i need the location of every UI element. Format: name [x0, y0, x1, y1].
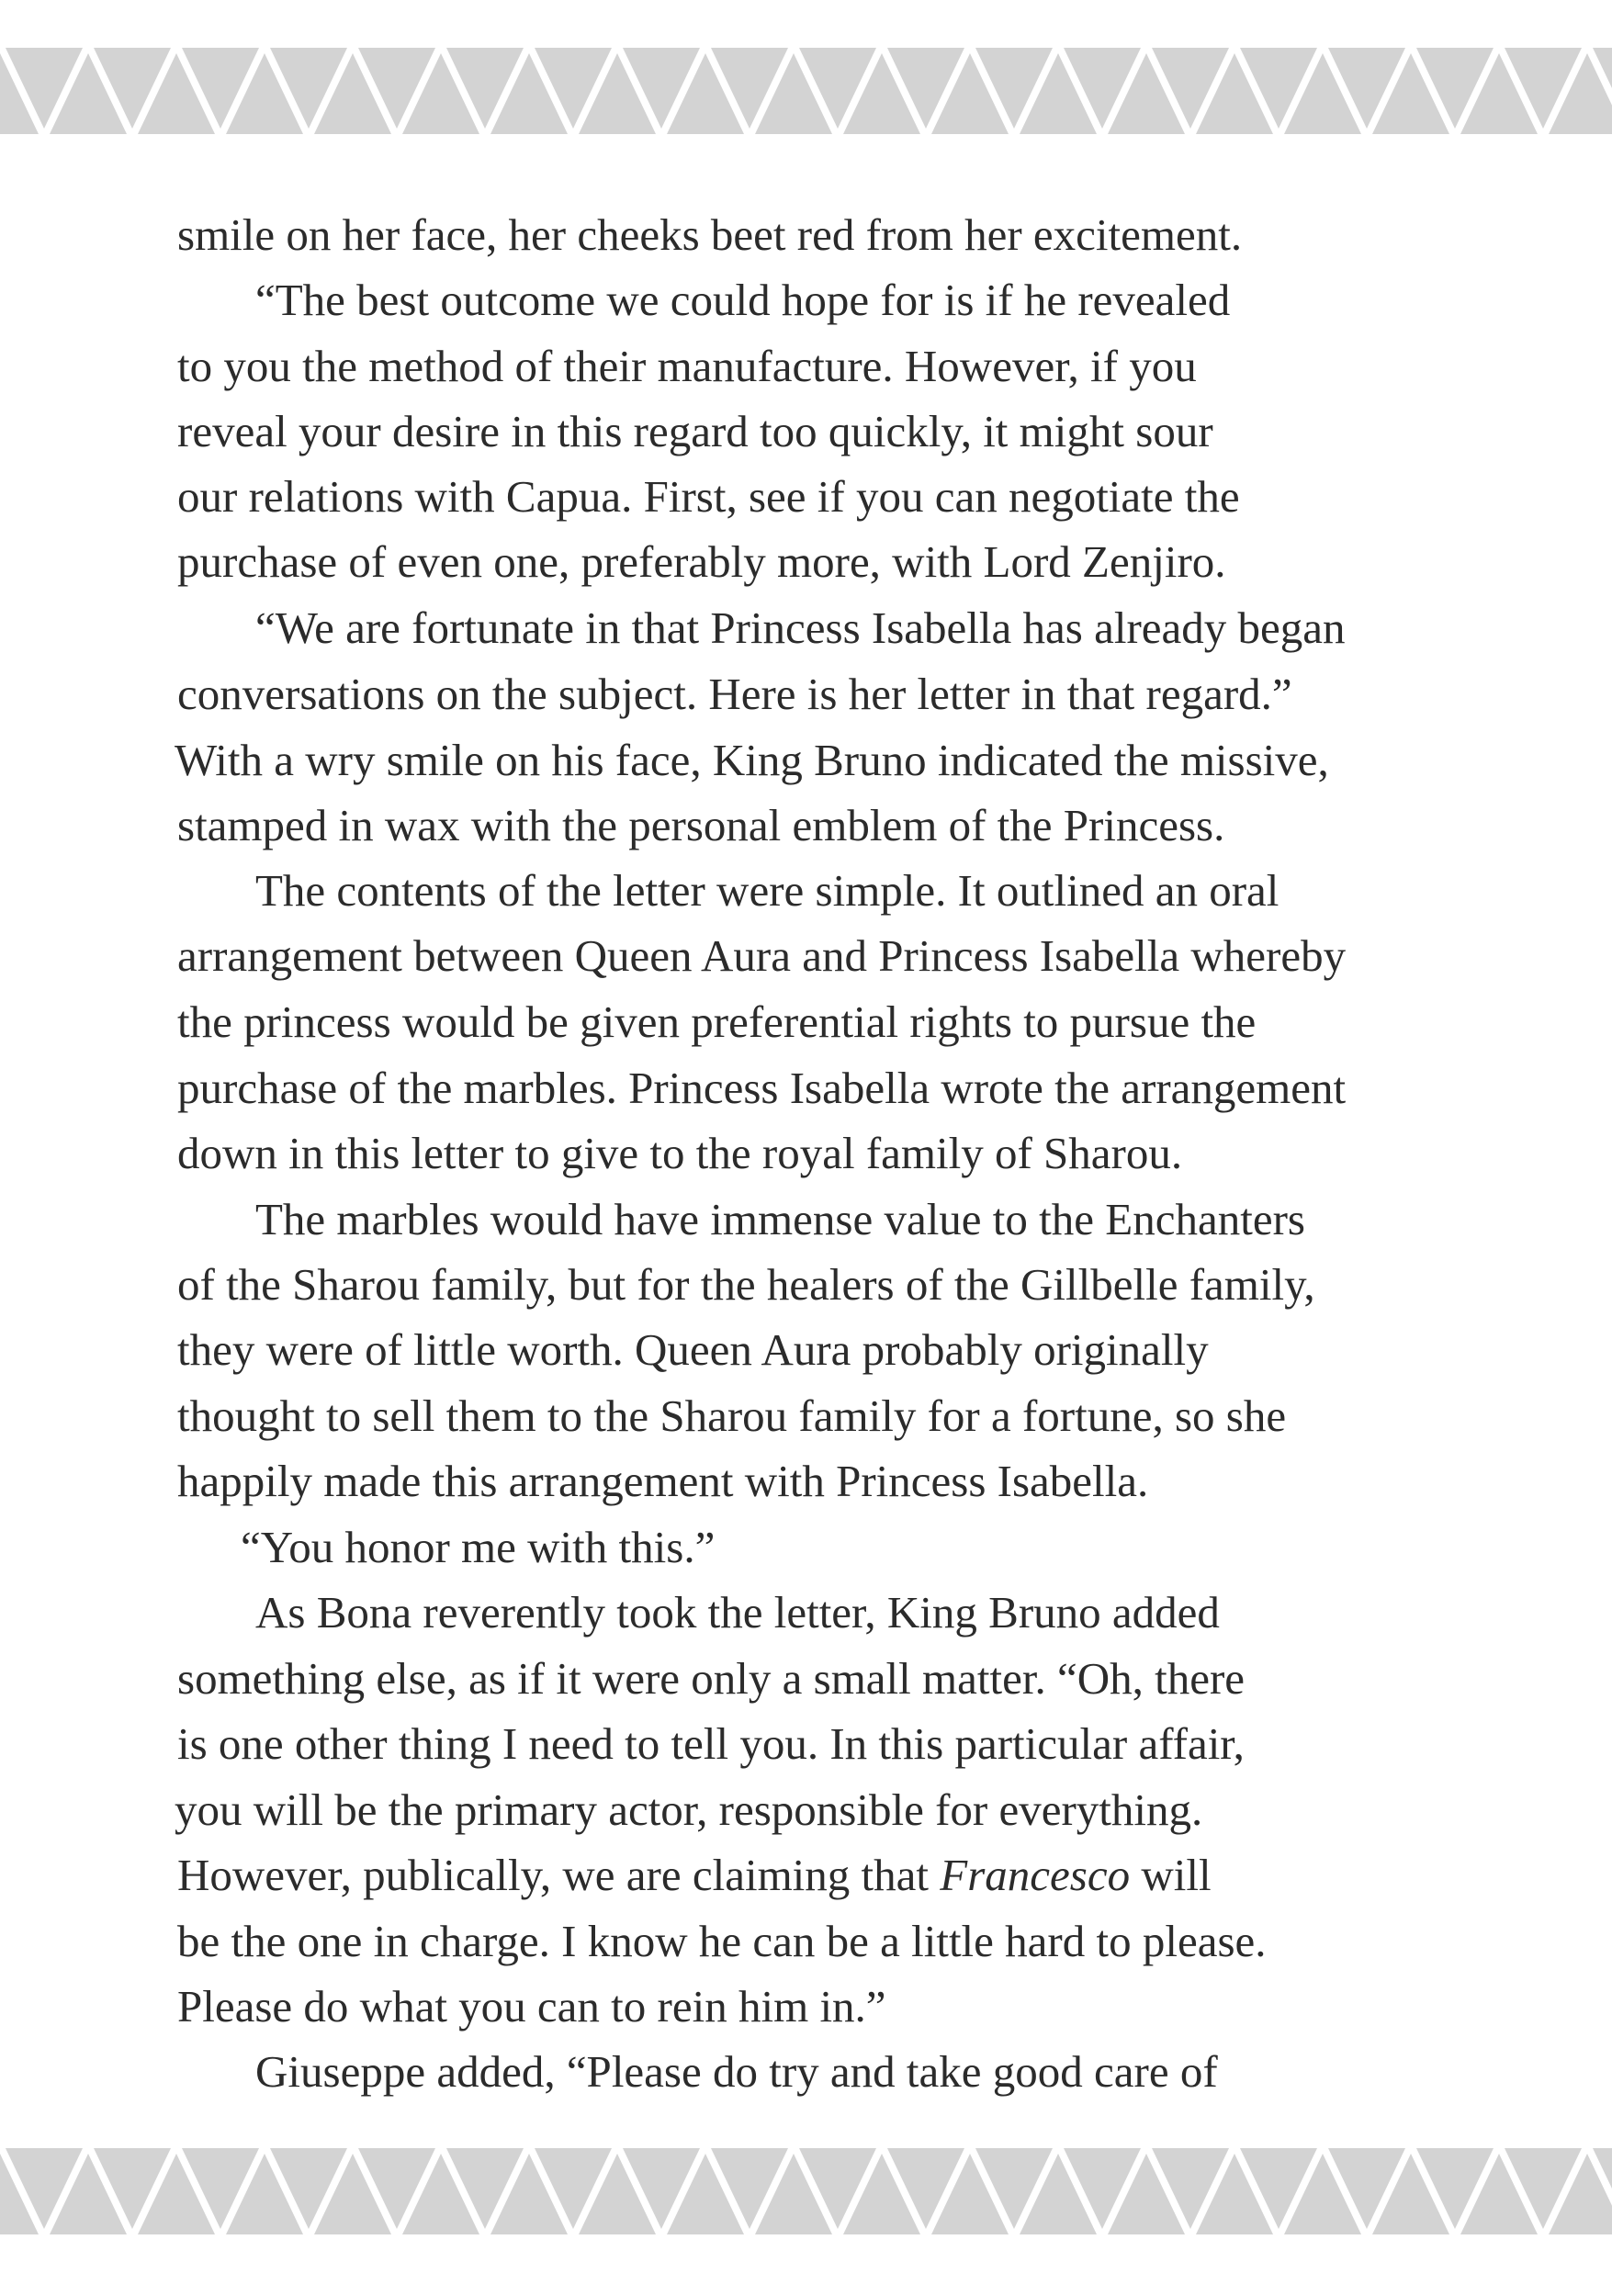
text-line: The contents of the letter were simple. It outlined an oral	[255, 865, 1279, 916]
text-line: Please do what you can to rein him in.”	[177, 1981, 886, 2032]
text-line: you will be the primary actor, responsible for everything.	[175, 1784, 1203, 1835]
text-line: stamped in wax with the personal emblem of the Princess.	[177, 800, 1225, 850]
text-line: is one other thing I need to tell you. In this particular affair,	[177, 1718, 1245, 1769]
text-line: they were of little worth. Queen Aura probably originally	[177, 1324, 1209, 1375]
text-line-with-italic	[177, 1850, 1212, 1900]
text-line: thought to sell them to the Sharou family for a fortune, so she	[177, 1390, 1287, 1441]
text-line: With a wry smile on his face, King Bruno indicated the missive,	[175, 735, 1329, 785]
text-segment: However, publically, we are claiming that	[177, 1850, 941, 1900]
text-segment: will	[1130, 1850, 1212, 1900]
italic-name-francesco: Francesco	[940, 1850, 1131, 1900]
text-line: “The best outcome we could hope for is if he revealed	[255, 275, 1231, 325]
triangle-pattern-bottom	[0, 2148, 1612, 2234]
text-line: down in this letter to give to the royal family of Sharou.	[177, 1128, 1183, 1178]
triangle-pattern-top	[0, 48, 1612, 134]
text-line: purchase of even one, preferably more, with Lord Zenjiro.	[177, 536, 1226, 587]
text-line: something else, as if it were only a small matter. “Oh, there	[177, 1653, 1246, 1704]
text-line: to you the method of their manufacture. However, if you	[177, 341, 1197, 391]
text-line: smile on her face, her cheeks beet red from her excitement.	[177, 209, 1243, 260]
text-line: be the one in charge. I know he can be a little hard to please.	[177, 1916, 1267, 1966]
text-line: of the Sharou family, but for the healers of the Gillbelle family,	[177, 1259, 1315, 1310]
text-line: Giuseppe added, “Please do try and take good care of	[255, 2046, 1218, 2097]
text-line: arrangement between Queen Aura and Princess Isabella whereby	[177, 930, 1347, 981]
text-line: happily made this arrangement with Princess Isabella.	[177, 1456, 1149, 1506]
text-line: reveal your desire in this regard too quickly, it might sour	[177, 406, 1213, 456]
text-line: “You honor me with this.”	[241, 1522, 716, 1572]
text-line: The marbles would have immense value to the Enchanters	[255, 1194, 1305, 1244]
text-line: conversations on the subject. Here is her letter in that regard.”	[177, 669, 1292, 719]
text-line: “We are fortunate in that Princess Isabella has already began	[255, 602, 1346, 653]
top-triangle-border	[0, 48, 1612, 134]
text-line: our relations with Capua. First, see if you can negotiate the	[177, 471, 1240, 522]
text-line: As Bona reverently took the letter, King Bruno added	[255, 1587, 1220, 1638]
text-line: the princess would be given preferential rights to pursue the	[177, 996, 1257, 1047]
text-line: purchase of the marbles. Princess Isabella wrote the arrangement	[177, 1063, 1347, 1113]
bottom-triangle-border	[0, 2148, 1612, 2234]
